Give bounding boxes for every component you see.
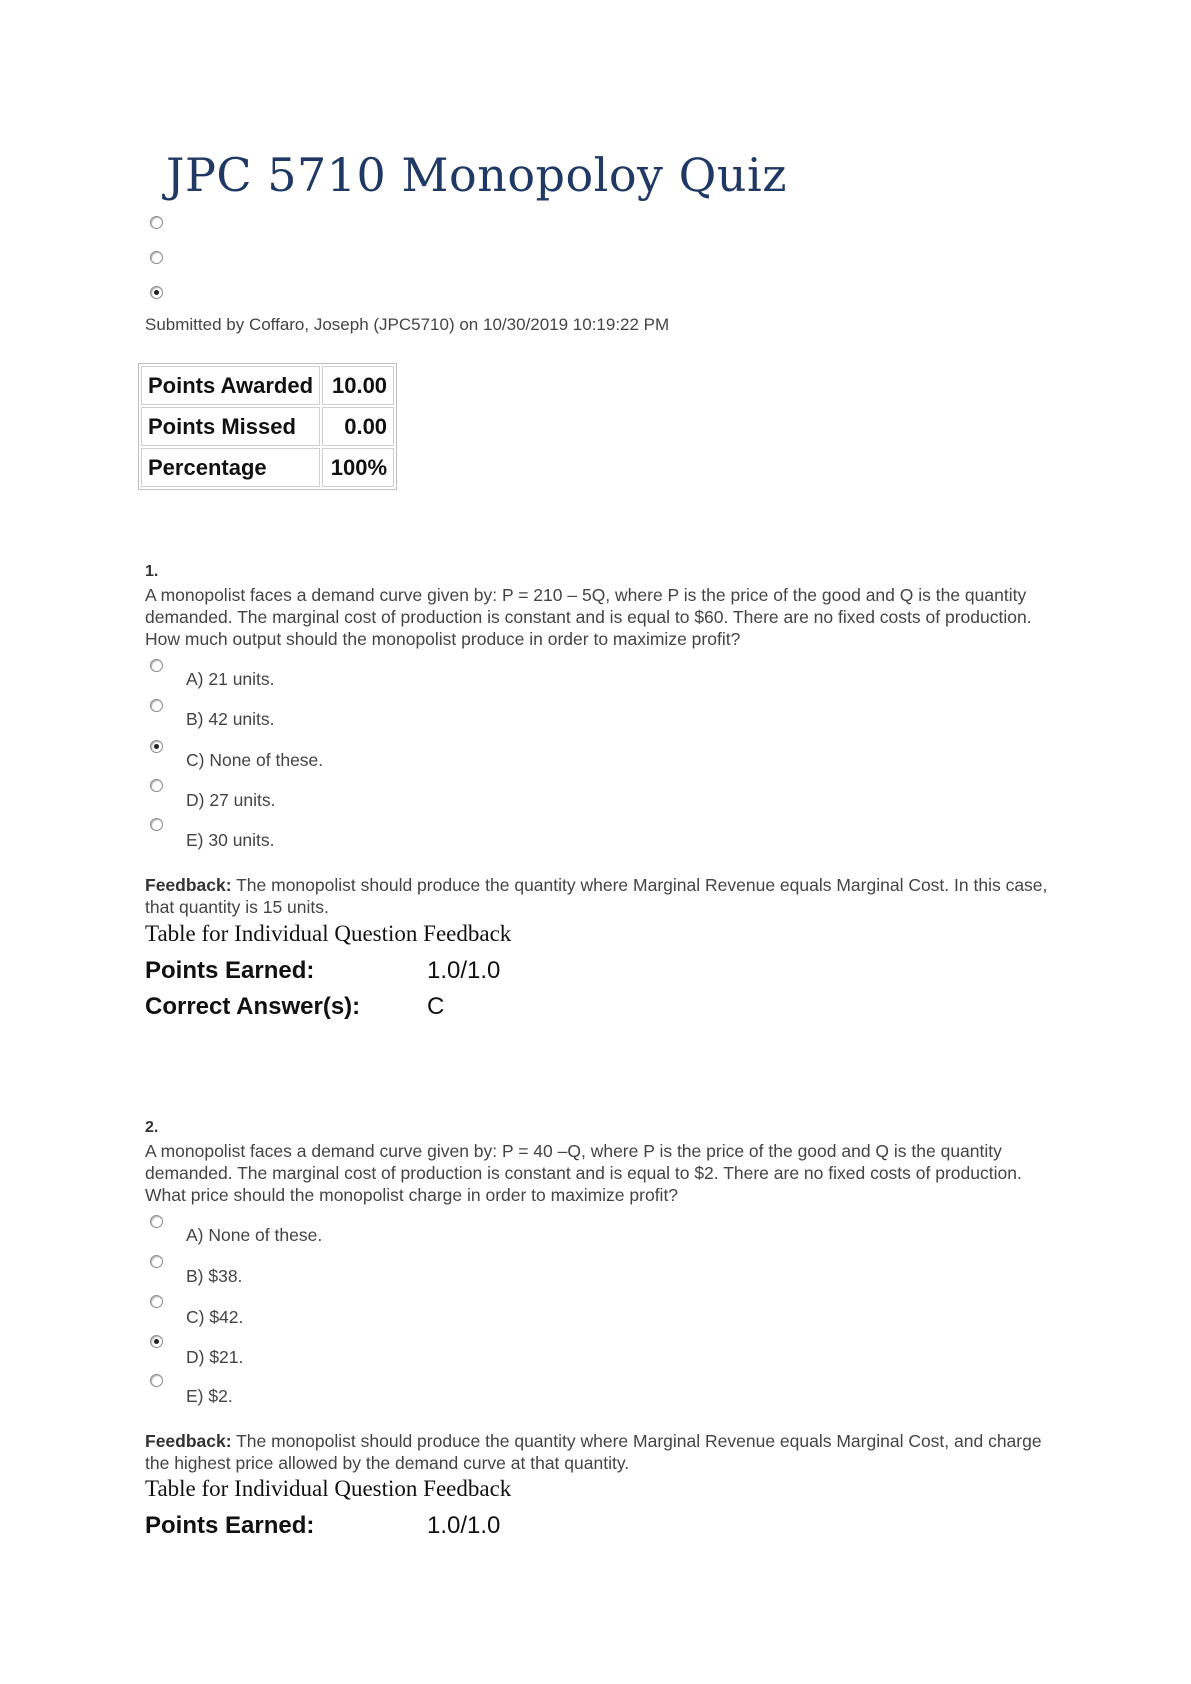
q1-option-c-radio[interactable] <box>150 740 163 753</box>
q1-option-a-label: A) 21 units. <box>186 669 275 689</box>
points-awarded-label: Points Awarded <box>141 366 320 405</box>
submission-info: Submitted by Coffaro, Joseph (JPC5710) on 10/30/2019 10:19:22 PM <box>145 315 670 334</box>
score-row-missed <box>141 407 394 446</box>
q1-option-b-radio[interactable] <box>150 699 163 712</box>
feedback-text: The monopolist should produce the quantity where Marginal Revenue equals Marginal Cost, and charge the highest price allowed by the demand curve at that quantity. <box>145 1431 1042 1473</box>
question-1-number: 1. <box>145 563 159 580</box>
q1-option-b-label: B) 42 units. <box>186 709 275 729</box>
question-1-feedback <box>145 874 1065 918</box>
q2-option-c-label: C) $42. <box>186 1307 244 1327</box>
question-2-number: 2. <box>145 1119 159 1136</box>
feedback-label: Feedback: <box>145 875 232 895</box>
score-row-awarded <box>141 366 394 405</box>
q1-correct-answer-label: Correct Answer(s): <box>145 993 361 1020</box>
points-awarded-value: 10.00 <box>322 366 394 405</box>
q1-option-d-label: D) 27 units. <box>186 790 276 810</box>
q2-points-earned-value: 1.0/1.0 <box>427 1512 501 1539</box>
q1-option-a-radio[interactable] <box>150 659 163 672</box>
question-2-text: A monopolist faces a demand curve given by: P = 40 –Q, where P is the price of the good and Q is the quantity demanded. The marginal cost of production is constant and is equal to $2. There are no fixed costs of production. What price should the monopolist charge in order to maximize profit? <box>145 1141 1022 1205</box>
q2-option-e-label: E) $2. <box>186 1386 233 1406</box>
question-1-table-caption: Table for Individual Question Feedback <box>145 921 512 946</box>
question-1-text: A monopolist faces a demand curve given by: P = 210 – 5Q, where P is the price of the good and Q is the quantity demanded. The marginal cost of production is constant and is equal to $60. There are no fixed costs of production. How much output should the monopolist produce in order to maximize profit? <box>145 585 1032 649</box>
points-missed-value: 0.00 <box>322 407 394 446</box>
q1-points-earned-value: 1.0/1.0 <box>427 957 501 984</box>
score-row-percentage <box>141 448 394 487</box>
q1-option-e-radio[interactable] <box>150 818 163 831</box>
q1-points-earned-label: Points Earned: <box>145 957 315 984</box>
q2-option-b-radio[interactable] <box>150 1255 163 1268</box>
q2-points-earned-label: Points Earned: <box>145 1512 315 1539</box>
page-title: JPC 5710 Monopoloy Quiz <box>166 148 787 202</box>
feedback-text: The monopolist should produce the quantity where Marginal Revenue equals Marginal Cost. In this case, that quantity is 15 units. <box>145 875 1048 917</box>
q2-option-d-radio[interactable] <box>150 1335 163 1348</box>
score-summary-table <box>138 363 397 490</box>
question-2-table-caption: Table for Individual Question Feedback <box>145 1476 512 1501</box>
points-missed-label: Points Missed <box>141 407 320 446</box>
q1-option-d-radio[interactable] <box>150 779 163 792</box>
top-radio-1[interactable] <box>150 216 163 229</box>
q2-option-a-radio[interactable] <box>150 1215 163 1228</box>
percentage-value: 100% <box>322 448 394 487</box>
q1-correct-answer-value: C <box>427 993 445 1020</box>
q2-option-e-radio[interactable] <box>150 1374 163 1387</box>
q2-option-a-label: A) None of these. <box>186 1225 323 1245</box>
top-radio-3[interactable] <box>150 286 163 299</box>
q2-option-d-label: D) $21. <box>186 1347 244 1367</box>
q2-option-b-label: B) $38. <box>186 1266 243 1286</box>
q1-option-e-label: E) 30 units. <box>186 830 275 850</box>
q2-option-c-radio[interactable] <box>150 1295 163 1308</box>
top-radio-2[interactable] <box>150 251 163 264</box>
q1-option-c-label: C) None of these. <box>186 750 324 770</box>
question-2-feedback <box>145 1430 1065 1474</box>
feedback-label: Feedback: <box>145 1431 232 1451</box>
percentage-label: Percentage <box>141 448 320 487</box>
